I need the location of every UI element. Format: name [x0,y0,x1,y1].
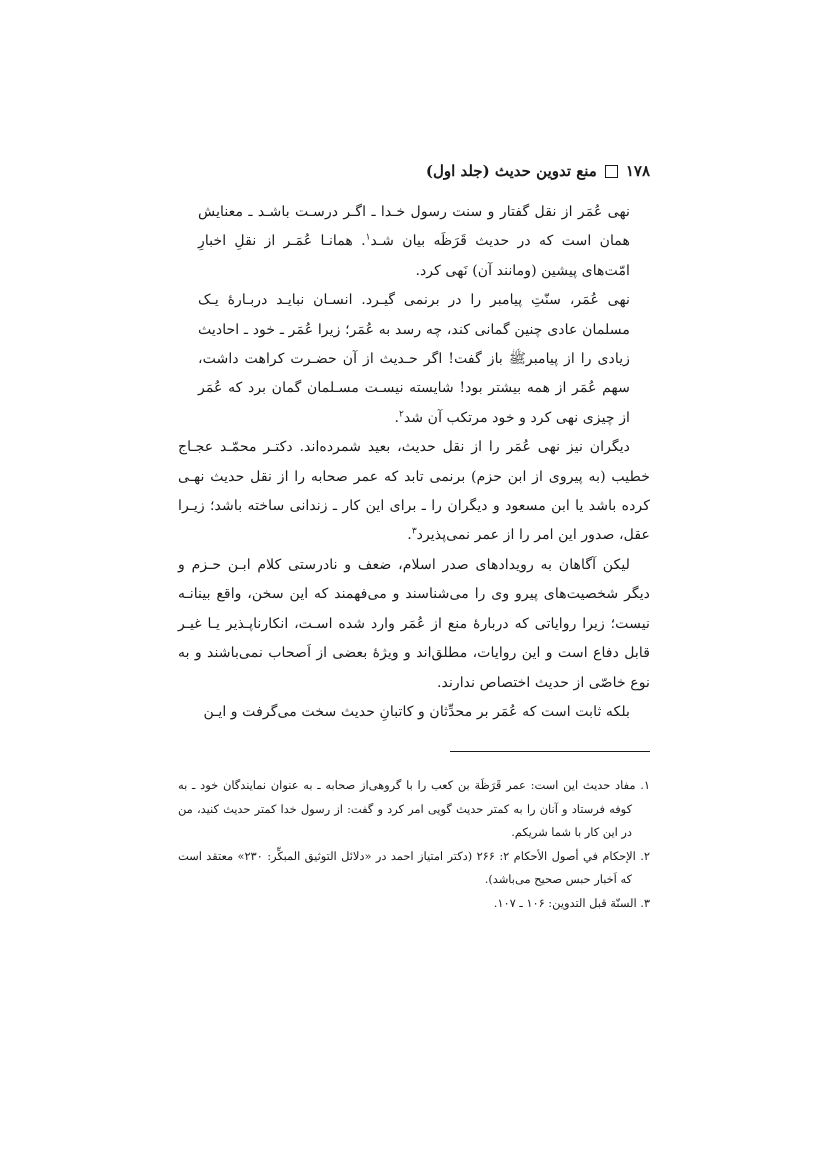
footnote-1: ۱. مفاد حدیث این است: عمر قَرَظَة بن کعب را با گروهی‌از صحابه ـ به عنوان نمایندگان خود ـ به کوفه فرستاد و آنان را به کمتر حدیث گویی امر کرد و گفت: از رسول خدا کمتر حدیث کنید، من در این کار با شما شریکم. [178,778,650,840]
footnote-ref-2[interactable]: ۲ [398,409,404,420]
footnote-ref-1[interactable]: ۱ [365,232,371,243]
footnote-2: ۲. الإحكام في أصول الأحكام ۲: ۲۶۶ (دکتر امتیاز احمد در «دلائل التوثیق المبکِّر: ۲۳۰» معتقد است که اَخبار حبس صحیح می‌باشد). [178,848,650,887]
quote-paragraph-1: نهی عُمَر از نقل گفتار و سنت رسول خـدا ـ اگـر درسـت باشـد ـ معنایش همان است که در حدیث قَرَظَه بیان شـد$^۱$. همانـا عُمَـر از نقلِ اخبارِ امّت‌های پیشین (ومانند آن) نَهی کرد. [198,204,630,279]
main-text [178,433,650,727]
footnote-3: ۳. السنّة قبل التدوين: ۱۰۶ ـ ۱۰۷. [493,895,650,910]
paragraph-5: بلکه ثابت است که عُمَر بر محدِّثان و کاتبانِ حدیث سخت می‌گرفت و ایـن [203,703,630,720]
book-page [178,158,650,915]
paragraph-3: دیگران نیز نهی عُمَر را از نقل حدیث، بعید شمرده‌اند. دکتـر محمّـد عجـاج خطیب (به پیروی از ابن حزم) برنمی تابد که عمر صحابه را از نقل حدیث نهـی کرده باشد یا ابن مسعود و دیگران را ـ برای این کار ـ زندانی ساخته باشد؛ زیـرا عقل، صدور این امر را از عمر نمی‌پذیرد$^۳$. [178,439,650,544]
footnote-ref-3[interactable]: ۳ [411,526,417,537]
quote-paragraph-2: نهی عُمَر، سنّتِ پیامبر را در برنمی گیـرد. انسـان نبایـد دربـارهٔ یـک مسلمان عادی چنین گمانی کند، چه رسد به عُمَر؛ زیرا عُمَر ـ خود ـ احادیث زیادی را از پیامبرﷺ باز گفت! اگر حـدیث از آن حضـرت کراهت داشت، سهم عُمَر از همه بیشتر بود! شایسته نیسـت مسـلمان گمان برد که عُمَر از چیزی نهی کرد و خود مرتکب آن شد$^۲$. [198,292,630,426]
book-title: منع تدوین حدیث (جلد اول) [425,162,597,180]
square-icon [605,165,618,178]
footnote-divider [450,751,650,752]
page-number: ۱۷۸ [625,162,650,180]
footnotes [178,774,650,915]
block-quote [178,198,650,433]
running-header [178,158,650,184]
paragraph-4: لیکن آگاهان به رویدادهای صدر اسلام، ضعف و نادرستی کلام ابـن حـزم و دیگر شخصیت‌های پیرو وی را می‌شناسند و می‌فهمند که این سخن، واقع بینانـه نیست؛ زیرا روایاتی که دربارهٔ منع از عُمَر وارد شده اسـت، انکارناپـذیر یـا غیـر قابل دفاع است و این روایات، مطلق‌اند و ویژهٔ بعضی از اَصحاب نمی‌باشند و به نوع خاصّی از حدیث اختصاص ندارند. [178,556,650,691]
